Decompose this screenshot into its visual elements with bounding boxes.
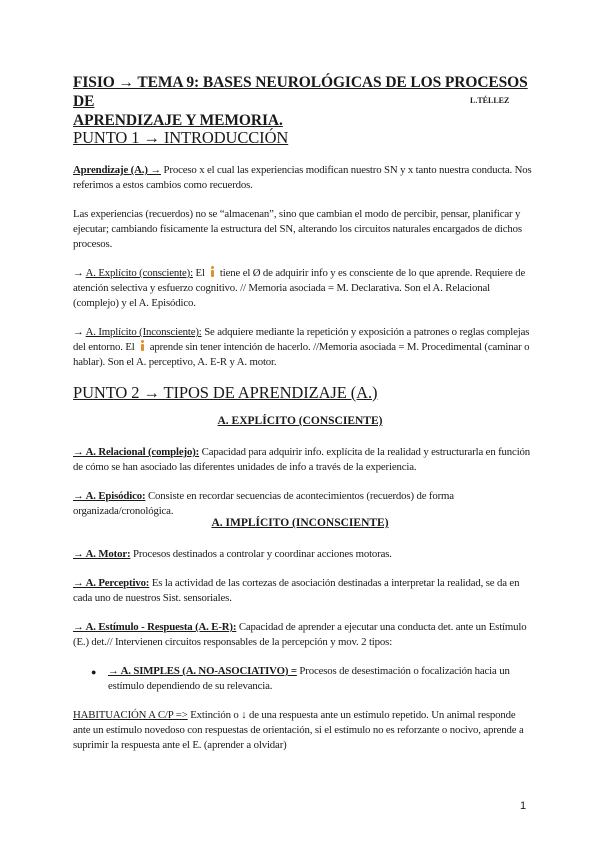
implicito-term: A. Implícito (Inconsciente): [85, 326, 202, 338]
explicito-arrow: → [73, 267, 86, 279]
motor-text: Procesos destinados a controlar y coordinar acciones motoras. [130, 548, 392, 560]
implicito-pre: Se adquiere mediante la repetición y exposición a patrones o reglas complejas del entorno. El [73, 326, 530, 353]
aprendizaje-text: Proceso x el cual las experiencias modifican nuestro SN y x tanto nuestra conducta. Nos referimos a estos cambios como recuerdos. [73, 164, 532, 191]
punto1-heading: PUNTO 1 → INTRODUCCIÓN [73, 128, 289, 147]
explicito-paragraph [73, 266, 533, 311]
aprendizaje-paragraph [73, 163, 533, 193]
page-number: 1 [520, 800, 527, 812]
experiencias-paragraph: Las experiencias (recuerdos) no se “almacenan”, sino que cambian el modo de percibir, pensar, planificar y ejecutar; cambiando físicamente la estructura del SN, alterando los circuitos naturales encargados de dichos procesos. [73, 208, 522, 250]
explicito-term: A. Explícito (consciente): [85, 267, 193, 279]
aprendizaje-term: Aprendizaje (A.) → [73, 164, 161, 176]
bullet-icon: ● [91, 667, 97, 677]
implicito-post: aprende sin tener intención de hacerlo. //Memoria asociada = M. Procedimental (caminar o hablar). Son el A. perceptivo, A. E-R y A. motor. [73, 341, 530, 368]
explicito-section-heading: A. EXPLÍCITO (CONSCIENTE) [217, 415, 383, 427]
episodico-text: Consiste en recordar secuencias de acontecimientos (recuerdos) de forma organizada/cronológica. [73, 490, 454, 517]
motor-paragraph [73, 547, 533, 562]
implicito-arrow: → [73, 326, 86, 338]
person-icon [139, 340, 145, 351]
simples-text: Procesos de desestimación o focalización hacia un estímulo dependiendo de su relevancia. [108, 665, 510, 692]
perceptivo-text: Es la actividad de las cortezas de asociación destinadas a interpretar la realidad, se da en cada uno de nuestros Sist. sensoriales. [73, 577, 520, 604]
perceptivo-term: → A. Perceptivo: [73, 577, 150, 589]
person-icon [209, 266, 215, 277]
title-line-1: FISIO → TEMA 9: BASES NEUROLÓGICAS DE LOS PROCESOS DE [73, 74, 528, 110]
document-title [73, 73, 533, 130]
implicito-section-heading: A. IMPLÍCITO (INCONSCIENTE) [211, 517, 389, 529]
explicito-pre: El [192, 267, 208, 279]
episodico-term: → A. Episódico: [73, 490, 146, 502]
explicito-post: tiene el Ø de adquirir info y es consciente de lo que aprende. Requiere de atención selectiva y esfuerzo cognitivo. // Memoria asociada = M. Declarativa. Son el A. Relacional (complejo) y el A. Episódico. [73, 267, 526, 309]
simples-paragraph [108, 664, 534, 694]
relacional-paragraph [73, 445, 533, 475]
habituacion-paragraph [73, 708, 533, 753]
habituacion-text: Extinción o ↓ de una respuesta ante un estímulo repetido. Un animal responde ante un estímulo novedoso con respuestas de orientación, si el estímulo no es reforzante o nocivo, aprende a suprimir la respuesta ante el E. (aprender a olvidar) [73, 709, 524, 751]
estimulo-respuesta-term: → A. Estímulo - Respuesta (A. E-R): [73, 621, 237, 633]
implicito-paragraph [73, 325, 533, 370]
title-line-2: APRENDIZAJE Y MEMORIA. [73, 112, 283, 129]
relacional-text: Capacidad para adquirir info. explícita de la realidad y estructurarla en función de cómo se han asociado las diferentes unidades de info a través de la experiencia. [73, 446, 531, 473]
habituacion-term: HABITUACIÓN A C/P => [73, 709, 188, 721]
relacional-term: → A. Relacional (complejo): [73, 446, 200, 458]
episodico-paragraph [73, 489, 533, 519]
motor-term: → A. Motor: [73, 548, 131, 560]
estimulo-respuesta-paragraph [73, 620, 533, 650]
simples-term: → A. SIMPLES (A. NO-ASOCIATIVO) = [108, 665, 297, 677]
author-name: L.TÉLLEZ [470, 96, 510, 105]
perceptivo-paragraph [73, 576, 533, 606]
estimulo-respuesta-text: Capacidad de aprender a ejecutar una conducta det. ante un Estímulo (E.) det.// Intervienen circuitos responsables de la percepción y mov. 2 tipos: [73, 621, 527, 648]
punto2-heading: PUNTO 2 → TIPOS DE APRENDIZAJE (A.) [73, 383, 378, 402]
